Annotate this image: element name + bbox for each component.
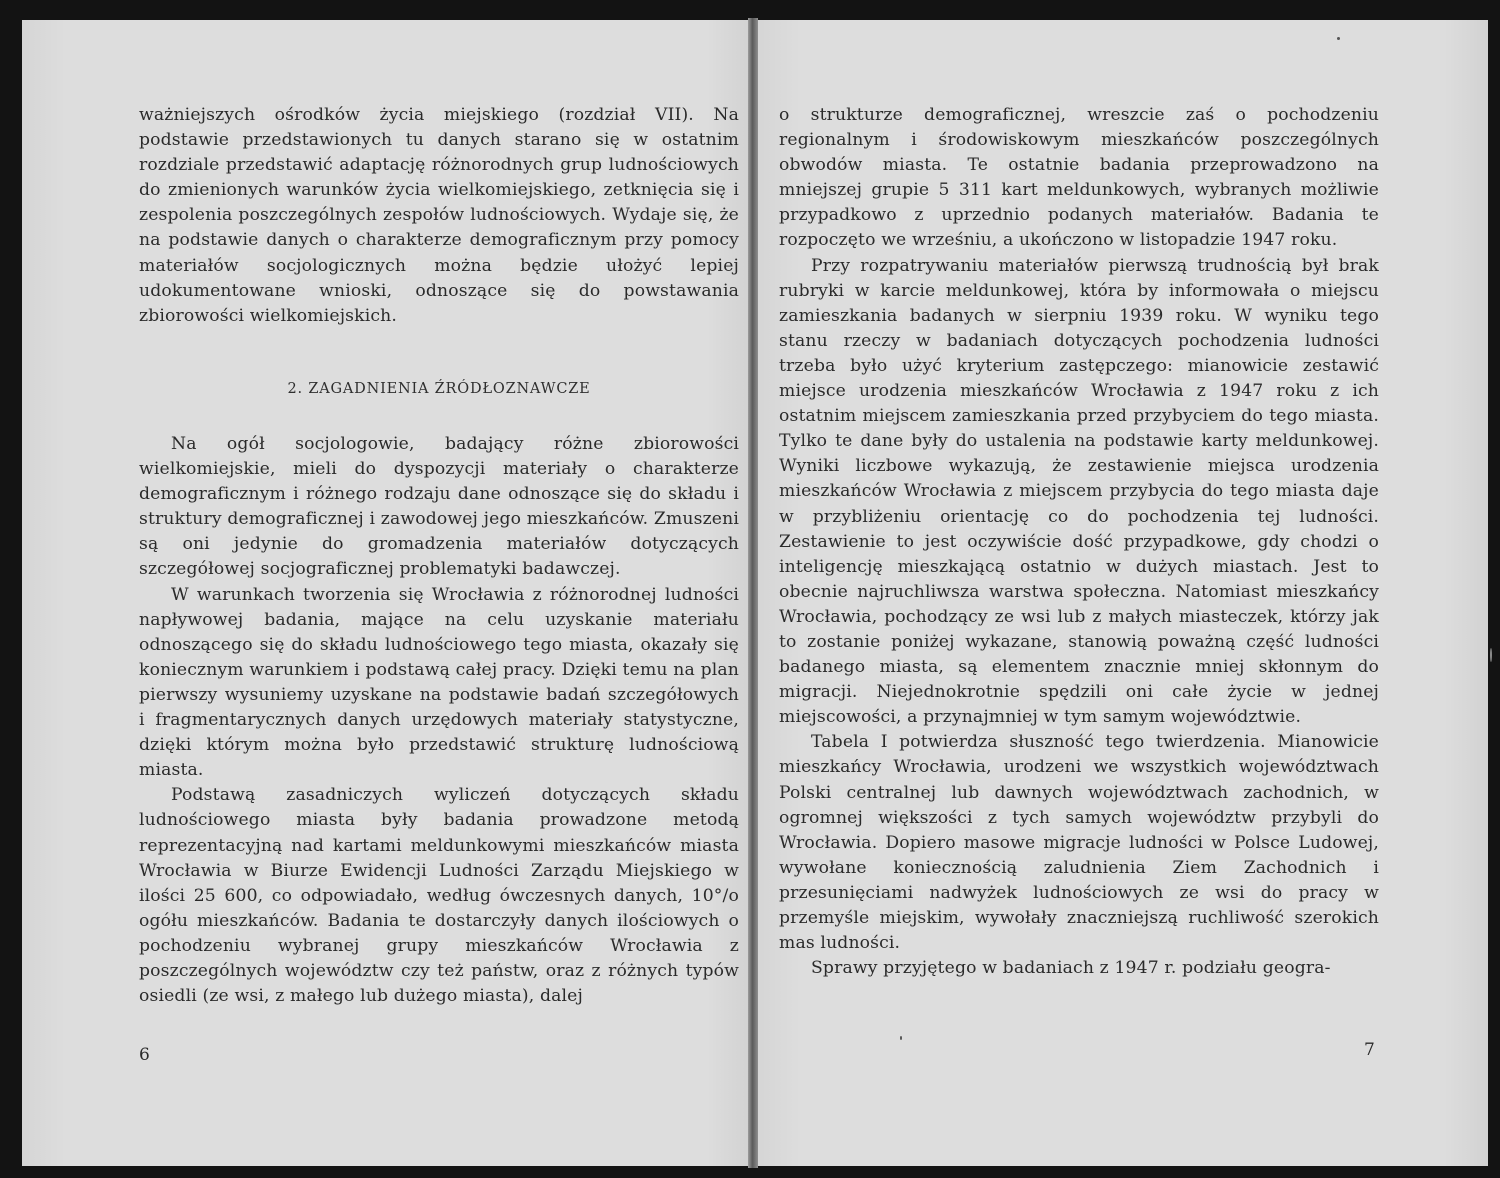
right-page-number: 7: [1364, 1040, 1375, 1060]
right-paragraph-1: o strukturze demograficznej, wreszcie zaś o pochodzeniu regionalnym i środowiskowym mieszkańców poszczególnych obwodów miasta. Te ostatnie badania przeprowadzono na mniejszej grupie 5 311 kart meldunkowych, wybranych możliwie przypadkowo z uprzednio podanych materiałów. Badania te rozpoczęto we wrześniu, a ukończono w listopadzie 1947 roku.: [779, 105, 1379, 251]
book-gutter: [748, 18, 758, 1168]
left-page-section-text: [139, 432, 739, 1009]
scan-mark: [1490, 648, 1492, 662]
left-paragraph-2: Na ogół socjologowie, badający różne zbiorowości wielkomiejskie, mieli do dyspozycji materiały o charakterze demograficznym i różnego rodzaju dane odnoszące się do składu i struktury demograficznej i zawodowej jego mieszkańców. Zmuszeni są oni jedynie do gromadzenia materiałów dotyczących szczegółowej socjograficznej problematyki badawczej.: [139, 434, 739, 580]
section-heading: 2. ZAGADNIENIA ŹRÓDŁOZNAWCZE: [287, 381, 591, 397]
left-page-intro-text: [139, 103, 739, 329]
right-page-text: [779, 103, 1379, 981]
right-paragraph-3: Tabela I potwierdza słuszność tego twierdzenia. Mianowicie mieszkańcy Wrocławia, urodzeni we wszystkich województwach Polski centralnej lub dawnych województwach zachodnich, w ogromnej większości z tych samych województw przybyli do Wrocławia. Dopiero masowe migracje ludności w Polsce Ludowej, wywołane koniecznością zaludnienia Ziem Zachodnich i przesunięciami nadwyżek ludnościowych ze wsi do pracy w przemyśle miejskim, wywołały znaczniejszą ruchliwość szerokich mas ludności.: [779, 732, 1379, 954]
right-paragraph-2: Przy rozpatrywaniu materiałów pierwszą trudnością był brak rubryki w karcie meldunkowej, która by informowała o miejscu zamieszkania badanych w sierpniu 1939 roku. W wyniku tego stanu rzeczy w badaniach dotyczących pochodzenia ludności trzeba było użyć kryterium zastępczego: mianowicie zestawić miejsce urodzenia mieszkańców Wrocławia z 1947 roku z ich ostatnim miejscem zamieszkania przed przybyciem do tego miasta. Tylko te dane były do ustalenia na podstawie karty meldunkowej. Wyniki liczbowe wykazują, że zestawienie miejsca urodzenia mieszkańców Wrocławia z miejscem przybycia do tego miasta daje w przybliżeniu orientację co do pochodzenia tej ludności. Zestawienie to jest oczywiście dość przypadkowe, gdy chodzi o inteligencję mieszkającą ostatnio w dużych miastach. Jest to obecnie najruchliwsza warstwa społeczna. Natomiast mieszkańcy Wrocławia, pochodzący ze wsi lub z małych miasteczek, którzy jak to zostanie poniżej wykazane, stanowią poważną część ludności badanego miasta, są elementem znacznie mniej skłonnym do migracji. Niejednokrotnie spędzili oni całe życie w jednej miejscowości, a przynajmniej w tym samym województwie.: [779, 255, 1379, 728]
left-page-number: 6: [139, 1045, 150, 1065]
scan-speck: [1337, 37, 1340, 40]
right-paragraph-4: Sprawy przyjętego w badaniach z 1947 r. podziału geogra-: [811, 958, 1331, 979]
left-paragraph-3: W warunkach tworzenia się Wrocławia z różnorodnej ludności napływowej badania, mające na celu uzyskanie materiału odnoszącego się do składu ludnościowego tego miasta, okazały się koniecznym warunkiem i podstawą całej pracy. Dzięki temu na plan pierwszy wysuniemy uzyskane na podstawie badań szczegółowych i fragmentarycznych danych urzędowych materiały statystyczne, dzięki którym można było przedstawić strukturę ludnościową miasta.: [139, 584, 739, 781]
scan-speck: [900, 1036, 902, 1040]
left-paragraph-1: ważniejszych ośrodków życia miejskiego (rozdział VII). Na podstawie przedstawionych tu danych starano się w ostatnim rozdziale przedstawić adaptację różnorodnych grup ludnościowych do zmienionych warunków życia wielkomiejskiego, zetknięcia się i zespolenia poszczególnych zespołów ludnościowych. Wydaje się, że na podstawie danych o charakterze demograficznym przy pomocy materiałów socjologicznych można będzie ułożyć lepiej udokumentowane wnioski, odnoszące się do powstawania zbiorowości wielkomiejskich.: [139, 105, 739, 326]
left-paragraph-4: Podstawą zasadniczych wyliczeń dotyczących składu ludnościowego miasta były badania prowadzone metodą reprezentacyjną nad kartami meldunkowymi mieszkańców miasta Wrocławia w Biurze Ewidencji Ludności Zarządu Miejskiego w ilości 25 600, co odpowiadało, według ówczesnych danych, 10°/o ogółu mieszkańców. Badania te dostarczyły danych ilościowych o pochodzeniu wybranej grupy mieszkańców Wrocławia z poszczególnych województw czy też państw, oraz z różnych typów osiedli (ze wsi, z małego lub dużego miasta), dalej: [139, 785, 739, 1007]
